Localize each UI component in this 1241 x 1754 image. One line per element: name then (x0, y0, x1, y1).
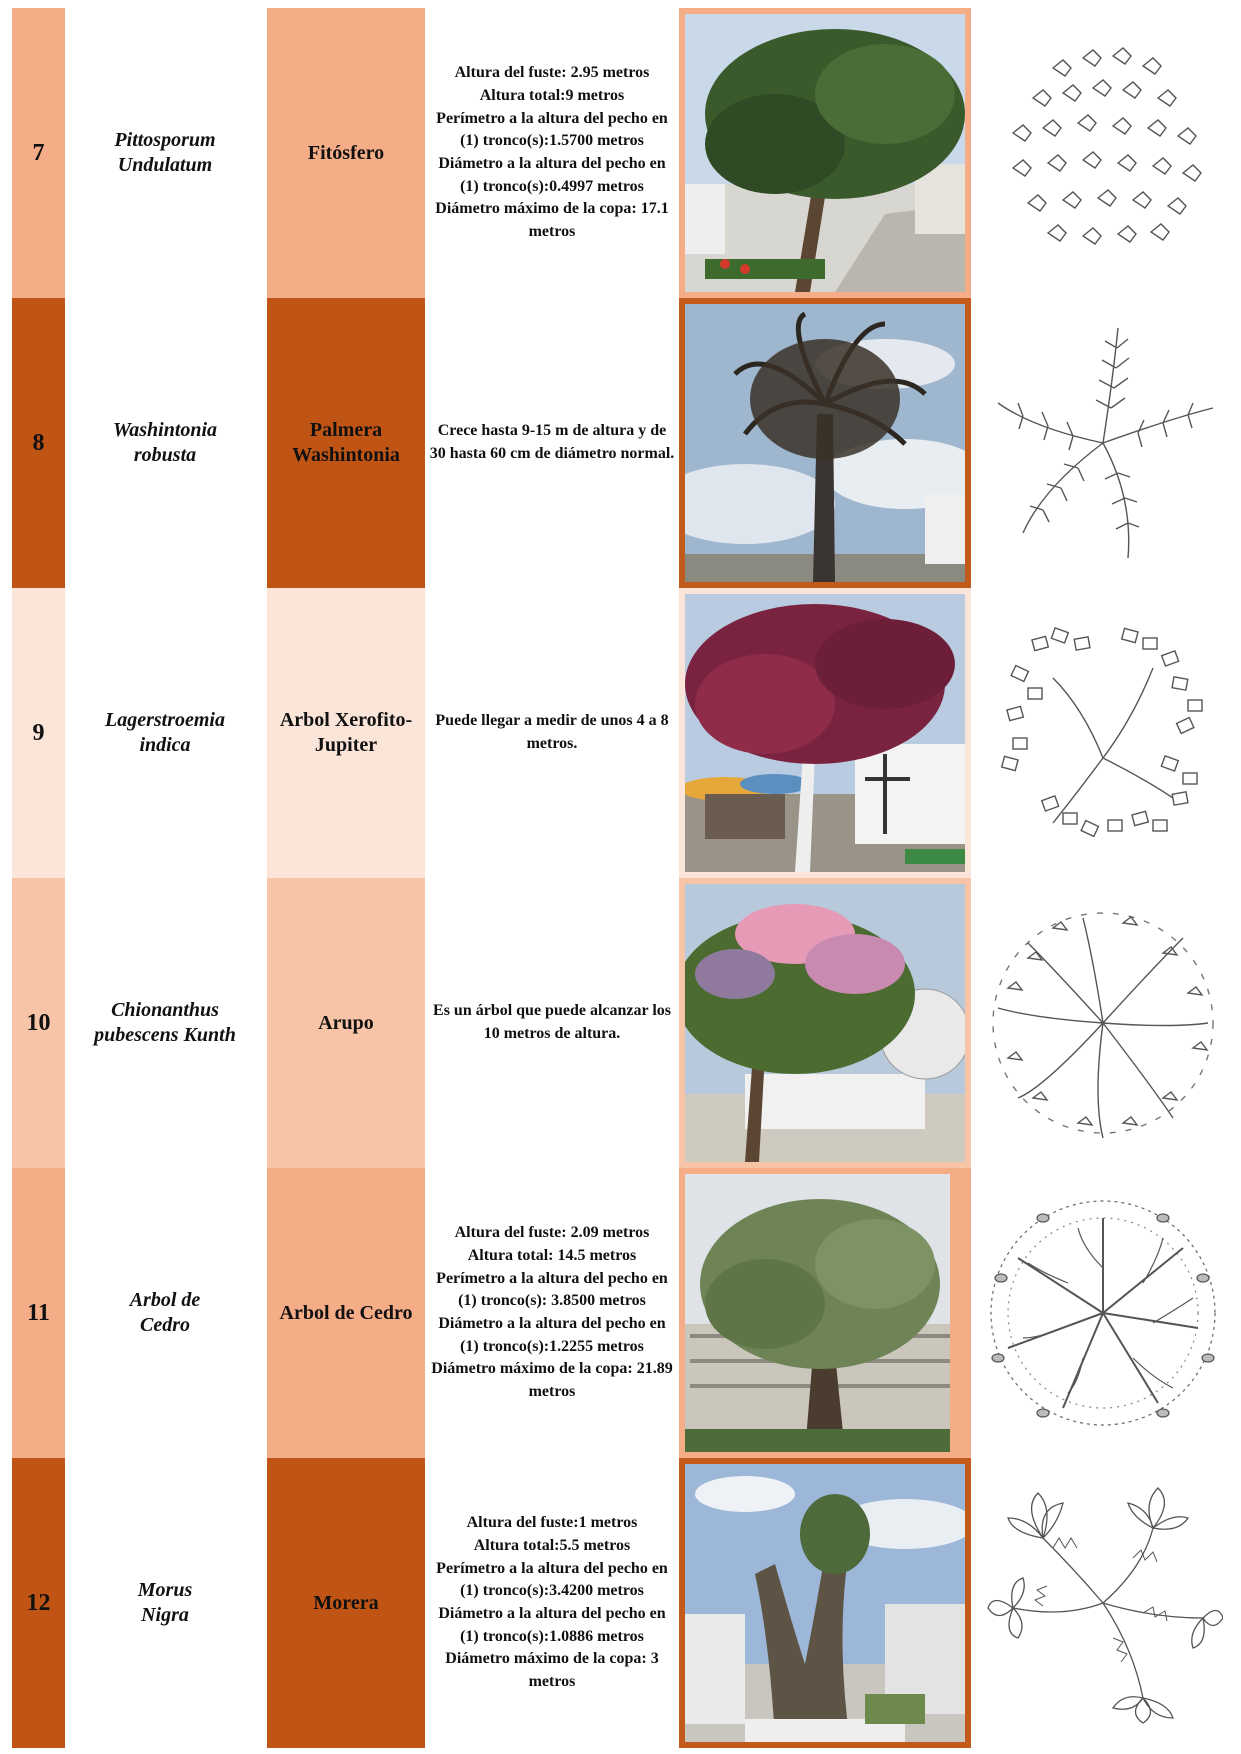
scientific-name: Arbol de Cedro (65, 1168, 265, 1458)
tree-photo (679, 8, 971, 298)
tree-plan-symbol (975, 8, 1230, 298)
tree-photo (679, 1458, 971, 1748)
description: Altura del fuste: 2.95 metros Altura total:9 metros Perímetro a la altura del pecho en (1) tronco(s):1.5700 metros Diámetro a la altura del pecho en (1) tronco(s):0.4997 metros Diámetro máximo de la copa: 17.1 metros (425, 8, 679, 298)
row-number: 9 (12, 588, 65, 878)
tree-photo-icon (685, 594, 965, 872)
row-number: 11 (12, 1168, 65, 1458)
tree-plan-symbol-icon (983, 898, 1223, 1148)
palm-plan-symbol-icon (983, 318, 1223, 568)
description: Es un árbol que puede alcanzar los 10 metros de altura. (425, 878, 679, 1168)
common-name: Arbol Xerofito- Jupiter (267, 588, 425, 878)
row-number: 7 (12, 8, 65, 298)
tree-photo-icon (685, 1174, 965, 1452)
common-name: Arupo (267, 878, 425, 1168)
description: Altura del fuste: 2.09 metros Altura total: 14.5 metros Perímetro a la altura del pecho en (1) tronco(s): 3.8500 metros Diámetro a la altura del pecho en (1) tronco(s):1.2255 metros Diámetro máximo de la copa: 21.89 metros (425, 1168, 679, 1458)
common-name: Palmera Washintonia (267, 298, 425, 588)
scientific-name: Chionanthus pubescens Kunth (65, 878, 265, 1168)
tree-plan-symbol (975, 1458, 1230, 1748)
common-name: Morera (267, 1458, 425, 1748)
tree-plan-symbol (975, 1168, 1230, 1458)
row-number: 10 (12, 878, 65, 1168)
table-row (12, 1458, 1230, 1748)
palm-photo-icon (685, 304, 965, 582)
scientific-name: Lagerstroemia indica (65, 588, 265, 878)
description: Altura del fuste:1 metros Altura total:5.5 metros Perímetro a la altura del pecho en (1) tronco(s):3.4200 metros Diámetro a la altura del pecho en (1) tronco(s):1.0886 metros Diámetro máximo de la copa: 3 metros (425, 1458, 679, 1748)
tree-plan-symbol-icon (983, 28, 1223, 278)
table-row (12, 588, 1230, 878)
table-row (12, 878, 1230, 1168)
scientific-name: Pittosporum Undulatum (65, 8, 265, 298)
tree-plan-symbol-icon (983, 1478, 1223, 1728)
tree-photo (679, 878, 971, 1168)
palm-photo (679, 298, 971, 588)
row-number: 8 (12, 298, 65, 588)
tree-plan-symbol (975, 588, 1230, 878)
tree-photo-icon (685, 884, 965, 1162)
scientific-name: Washintonia robusta (65, 298, 265, 588)
table-row (12, 8, 1230, 298)
common-name: Fitósfero (267, 8, 425, 298)
tree-plan-symbol-icon (983, 608, 1223, 858)
description: Puede llegar a medir de unos 4 a 8 metros. (425, 588, 679, 878)
tree-plan-symbol-icon (983, 1188, 1223, 1438)
table-row (12, 1168, 1230, 1458)
tree-photo (679, 1168, 971, 1458)
palm-plan-symbol (975, 298, 1230, 588)
common-name: Arbol de Cedro (267, 1168, 425, 1458)
row-number: 12 (12, 1458, 65, 1748)
tree-plan-symbol (975, 878, 1230, 1168)
table-row (12, 298, 1230, 588)
tree-photo-icon (685, 14, 965, 292)
tree-photo (679, 588, 971, 878)
scientific-name: Morus Nigra (65, 1458, 265, 1748)
tree-photo-icon (685, 1464, 965, 1742)
description: Crece hasta 9-15 m de altura y de 30 hasta 60 cm de diámetro normal. (425, 298, 679, 588)
